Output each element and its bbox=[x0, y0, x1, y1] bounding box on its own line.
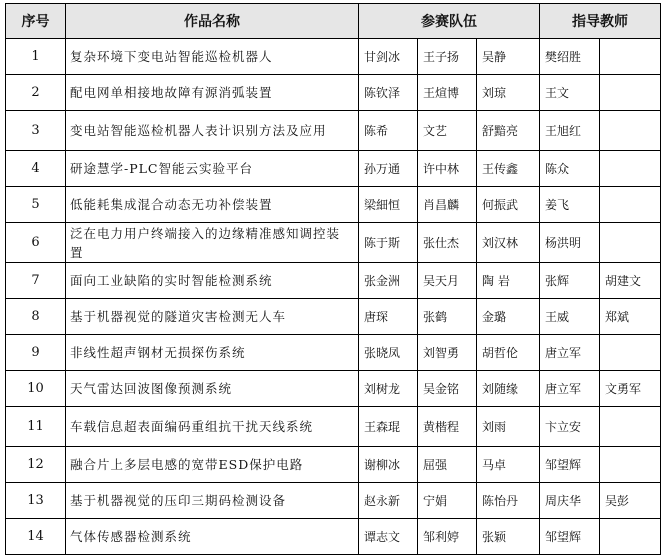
table-row bbox=[6, 75, 661, 111]
team-member-cell: 陈怡丹 bbox=[477, 483, 540, 519]
advisor-cell bbox=[600, 223, 661, 263]
team-member-cell: 陶 岩 bbox=[477, 263, 540, 299]
team-member-cell: 刘智勇 bbox=[418, 335, 477, 371]
work-title-cell: 泛在电力用户终端接入的边缘精准感知调控装置 bbox=[66, 223, 359, 263]
table-row bbox=[6, 407, 661, 447]
table-row bbox=[6, 299, 661, 335]
advisor-cell bbox=[600, 75, 661, 111]
advisor-cell: 王威 bbox=[540, 299, 600, 335]
table-row bbox=[6, 519, 661, 555]
team-member-cell: 王煊博 bbox=[418, 75, 477, 111]
team-member-cell: 张仕杰 bbox=[418, 223, 477, 263]
advisor-cell bbox=[600, 407, 661, 447]
advisor-cell: 杨洪明 bbox=[540, 223, 600, 263]
work-title-cell: 配电网单相接地故障有源消弧装置 bbox=[66, 75, 359, 111]
work-title-cell: 车载信息超表面编码重组抗干扰天线系统 bbox=[66, 407, 359, 447]
row-index-cell: 7 bbox=[6, 263, 66, 299]
team-member-cell: 刘汉林 bbox=[477, 223, 540, 263]
team-member-cell: 张晓凤 bbox=[359, 335, 418, 371]
row-index-cell: 10 bbox=[6, 371, 66, 407]
team-member-cell: 刘树龙 bbox=[359, 371, 418, 407]
row-index-cell: 12 bbox=[6, 447, 66, 483]
team-member-cell: 刘随缘 bbox=[477, 371, 540, 407]
header-row bbox=[6, 4, 661, 39]
work-title-cell: 低能耗集成混合动态无功补偿装置 bbox=[66, 187, 359, 223]
work-title-cell: 研途慧学-PLC智能云实验平台 bbox=[66, 151, 359, 187]
team-member-cell: 张鹤 bbox=[418, 299, 477, 335]
advisor-cell bbox=[600, 151, 661, 187]
team-member-cell: 宁娟 bbox=[418, 483, 477, 519]
advisor-cell: 姜飞 bbox=[540, 187, 600, 223]
team-member-cell: 胡哲伦 bbox=[477, 335, 540, 371]
team-member-cell: 吴天月 bbox=[418, 263, 477, 299]
work-title-cell: 面向工业缺陷的实时智能检测系统 bbox=[66, 263, 359, 299]
advisor-cell: 陈众 bbox=[540, 151, 600, 187]
row-index-cell: 6 bbox=[6, 223, 66, 263]
row-index-cell: 5 bbox=[6, 187, 66, 223]
table-row bbox=[6, 263, 661, 299]
advisor-cell: 樊绍胜 bbox=[540, 39, 600, 75]
team-member-cell: 黄楷程 bbox=[418, 407, 477, 447]
work-title-cell: 天气雷达回波图像预测系统 bbox=[66, 371, 359, 407]
advisor-cell bbox=[600, 447, 661, 483]
team-member-cell: 王子扬 bbox=[418, 39, 477, 75]
award-table bbox=[5, 3, 661, 555]
team-member-cell: 刘琼 bbox=[477, 75, 540, 111]
advisor-cell: 郑斌 bbox=[600, 299, 661, 335]
work-title-cell: 融合片上多层电感的宽带ESD保护电路 bbox=[66, 447, 359, 483]
team-member-cell: 陈于斯 bbox=[359, 223, 418, 263]
table-row bbox=[6, 371, 661, 407]
row-index-cell: 13 bbox=[6, 483, 66, 519]
team-member-cell: 谭志文 bbox=[359, 519, 418, 555]
team-member-cell: 甘剑冰 bbox=[359, 39, 418, 75]
advisor-cell: 文勇军 bbox=[600, 371, 661, 407]
advisor-cell bbox=[600, 111, 661, 151]
header-work-title: 作品名称 bbox=[66, 4, 359, 39]
header-team: 参赛队伍 bbox=[359, 4, 540, 39]
team-member-cell: 文艺 bbox=[418, 111, 477, 151]
row-index-cell: 14 bbox=[6, 519, 66, 555]
advisor-cell: 胡建文 bbox=[600, 263, 661, 299]
team-member-cell: 孙万通 bbox=[359, 151, 418, 187]
work-title-cell: 非线性超声钢材无损探伤系统 bbox=[66, 335, 359, 371]
advisor-cell: 吴彭 bbox=[600, 483, 661, 519]
row-index-cell: 1 bbox=[6, 39, 66, 75]
team-member-cell: 邹利婷 bbox=[418, 519, 477, 555]
team-member-cell: 陈钦泽 bbox=[359, 75, 418, 111]
row-index-cell: 4 bbox=[6, 151, 66, 187]
advisor-cell: 邹望辉 bbox=[540, 447, 600, 483]
team-member-cell: 张颖 bbox=[477, 519, 540, 555]
work-title-cell: 变电站智能巡检机器人表计识别方法及应用 bbox=[66, 111, 359, 151]
team-member-cell: 王传鑫 bbox=[477, 151, 540, 187]
row-index-cell: 9 bbox=[6, 335, 66, 371]
row-index-cell: 11 bbox=[6, 407, 66, 447]
team-member-cell: 刘雨 bbox=[477, 407, 540, 447]
advisor-cell bbox=[600, 187, 661, 223]
team-member-cell: 许中林 bbox=[418, 151, 477, 187]
advisor-cell: 王旭红 bbox=[540, 111, 600, 151]
team-member-cell: 梁細恒 bbox=[359, 187, 418, 223]
advisor-cell: 王文 bbox=[540, 75, 600, 111]
work-title-cell: 复杂环境下变电站智能巡检机器人 bbox=[66, 39, 359, 75]
team-member-cell: 王森琨 bbox=[359, 407, 418, 447]
table-row bbox=[6, 483, 661, 519]
advisor-cell: 唐立军 bbox=[540, 371, 600, 407]
advisor-cell bbox=[600, 335, 661, 371]
table-row bbox=[6, 111, 661, 151]
team-member-cell: 吴金铭 bbox=[418, 371, 477, 407]
advisor-cell: 张辉 bbox=[540, 263, 600, 299]
advisor-cell: 唐立军 bbox=[540, 335, 600, 371]
team-member-cell: 舒黯亮 bbox=[477, 111, 540, 151]
table-row bbox=[6, 187, 661, 223]
table-row bbox=[6, 39, 661, 75]
team-member-cell: 吴静 bbox=[477, 39, 540, 75]
team-member-cell: 赵永新 bbox=[359, 483, 418, 519]
row-index-cell: 8 bbox=[6, 299, 66, 335]
work-title-cell: 基于机器视觉的压印三期码检测设备 bbox=[66, 483, 359, 519]
work-title-cell: 基于机器视觉的隧道灾害检测无人车 bbox=[66, 299, 359, 335]
table-row bbox=[6, 447, 661, 483]
team-member-cell: 陈希 bbox=[359, 111, 418, 151]
table-row bbox=[6, 223, 661, 263]
team-member-cell: 张金洲 bbox=[359, 263, 418, 299]
work-title-cell: 气体传感器检测系统 bbox=[66, 519, 359, 555]
team-member-cell: 金璐 bbox=[477, 299, 540, 335]
advisor-cell: 卞立安 bbox=[540, 407, 600, 447]
team-member-cell: 肖昌麟 bbox=[418, 187, 477, 223]
team-member-cell: 屈强 bbox=[418, 447, 477, 483]
header-advisors: 指导教师 bbox=[540, 4, 661, 39]
advisor-cell: 周庆华 bbox=[540, 483, 600, 519]
header-index: 序号 bbox=[6, 4, 66, 39]
team-member-cell: 何振武 bbox=[477, 187, 540, 223]
row-index-cell: 2 bbox=[6, 75, 66, 111]
team-member-cell: 马卓 bbox=[477, 447, 540, 483]
table-row bbox=[6, 151, 661, 187]
advisor-cell bbox=[600, 39, 661, 75]
team-member-cell: 谢柳冰 bbox=[359, 447, 418, 483]
advisor-cell: 邹望辉 bbox=[540, 519, 600, 555]
row-index-cell: 3 bbox=[6, 111, 66, 151]
table-row bbox=[6, 335, 661, 371]
team-member-cell: 唐琛 bbox=[359, 299, 418, 335]
advisor-cell bbox=[600, 519, 661, 555]
